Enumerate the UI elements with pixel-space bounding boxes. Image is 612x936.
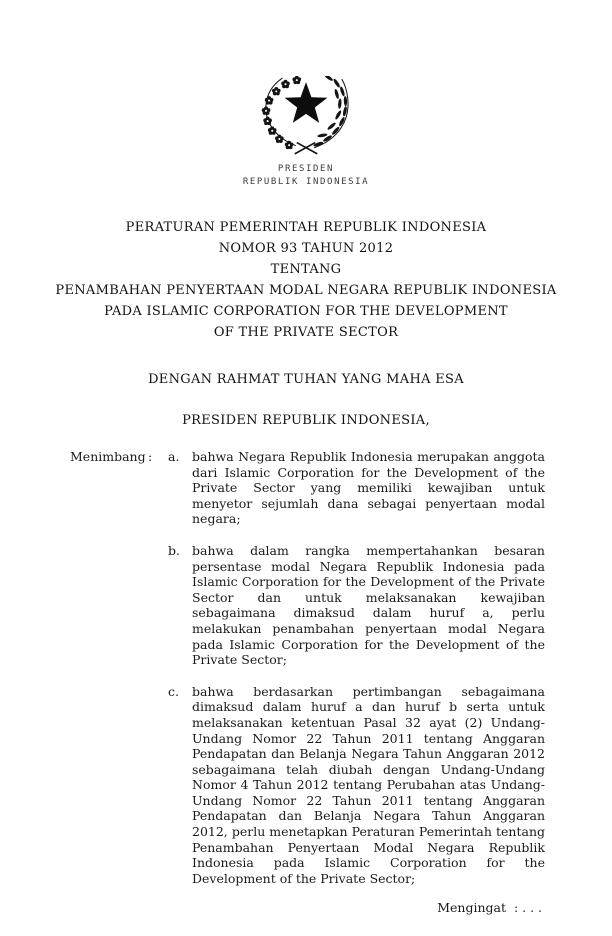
title-line-2: NOMOR 93 TAHUN 2012: [218, 241, 394, 256]
presidential-seal: [0, 76, 612, 189]
invocation-line: DENGAN RAHMAT TUHAN YANG MAHA ESA: [148, 372, 464, 387]
considering-colon: :: [148, 449, 153, 464]
catchword-mengingat: Mengingat : . . .: [437, 900, 542, 916]
item-text-a: bahwa Negara Republik Indonesia merupakan anggota dari Islamic Corporation for the Development of the Private Sector yang memiliki kewajiban untuk menyetor sejumlah dana sebagai penyertaan modal negara;: [192, 449, 545, 527]
item-letter-c: c.: [168, 683, 179, 699]
considering-item-c: [70, 684, 545, 887]
seal-title: PRESIDEN: [277, 164, 335, 174]
seal-subtitle: REPUBLIK INDONESIA: [242, 177, 370, 187]
item-letter-b: b.: [168, 542, 180, 558]
item-text-b: bahwa dalam rangka mempertahankan besaran persentase modal Negara Republik Indonesia pada Islamic Corporation for the Development of the Private Sector dan untuk melaksanakan kewajiban sebagaimana dimaksud dalam huruf a, perlu melakukan penambahan penyertaan modal Negara pada Islamic Corporation for the Development of the Private Sector;: [192, 542, 545, 668]
considering-label: Menimbang: [70, 449, 146, 464]
regulation-title: [0, 217, 612, 343]
considering-item-a: [70, 449, 545, 527]
title-line-3: TENTANG: [270, 262, 342, 277]
title-line-1: PERATURAN PEMERINTAH REPUBLIK INDONESIA: [125, 220, 487, 235]
item-letter-a: a.: [168, 449, 180, 464]
considering-item-b: [70, 543, 545, 668]
considering-section: [0, 449, 612, 886]
title-line-5: PADA ISLAMIC CORPORATION FOR THE DEVELOPMENT: [104, 304, 508, 319]
item-text-c: bahwa berdasarkan pertimbangan sebagaimana dimaksud dalam huruf a dan huruf b serta untuk melaksanakan ketentuan Pasal 32 ayat (2) Undang-Undang Nomor 22 Tahun 2011 tentang Anggaran Pendapatan dan Belanja Negara Tahun Anggaran 2012 sebagaimana telah diubah dengan Undang-Undang Nomor 4 Tahun 2012 tentang Perubahan atas Undang-Undang Nomor 22 Tahun 2011 tentang Anggaran Pendapatan dan Belanja Negara Tahun Anggaran 2012, perlu menetapkan Peraturan Pemerintah tentang Penambahan Penyertaan Modal Negara Republik Indonesia pada Islamic Corporation for the Development of the Private Sector;: [192, 683, 545, 886]
authority-line: PRESIDEN REPUBLIK INDONESIA,: [182, 413, 430, 428]
star-wreath-emblem-icon: [254, 76, 358, 160]
title-line-6: OF THE PRIVATE SECTOR: [213, 325, 399, 340]
title-line-4: PENAMBAHAN PENYERTAAN MODAL NEGARA REPUBLIK INDONESIA: [55, 283, 557, 298]
